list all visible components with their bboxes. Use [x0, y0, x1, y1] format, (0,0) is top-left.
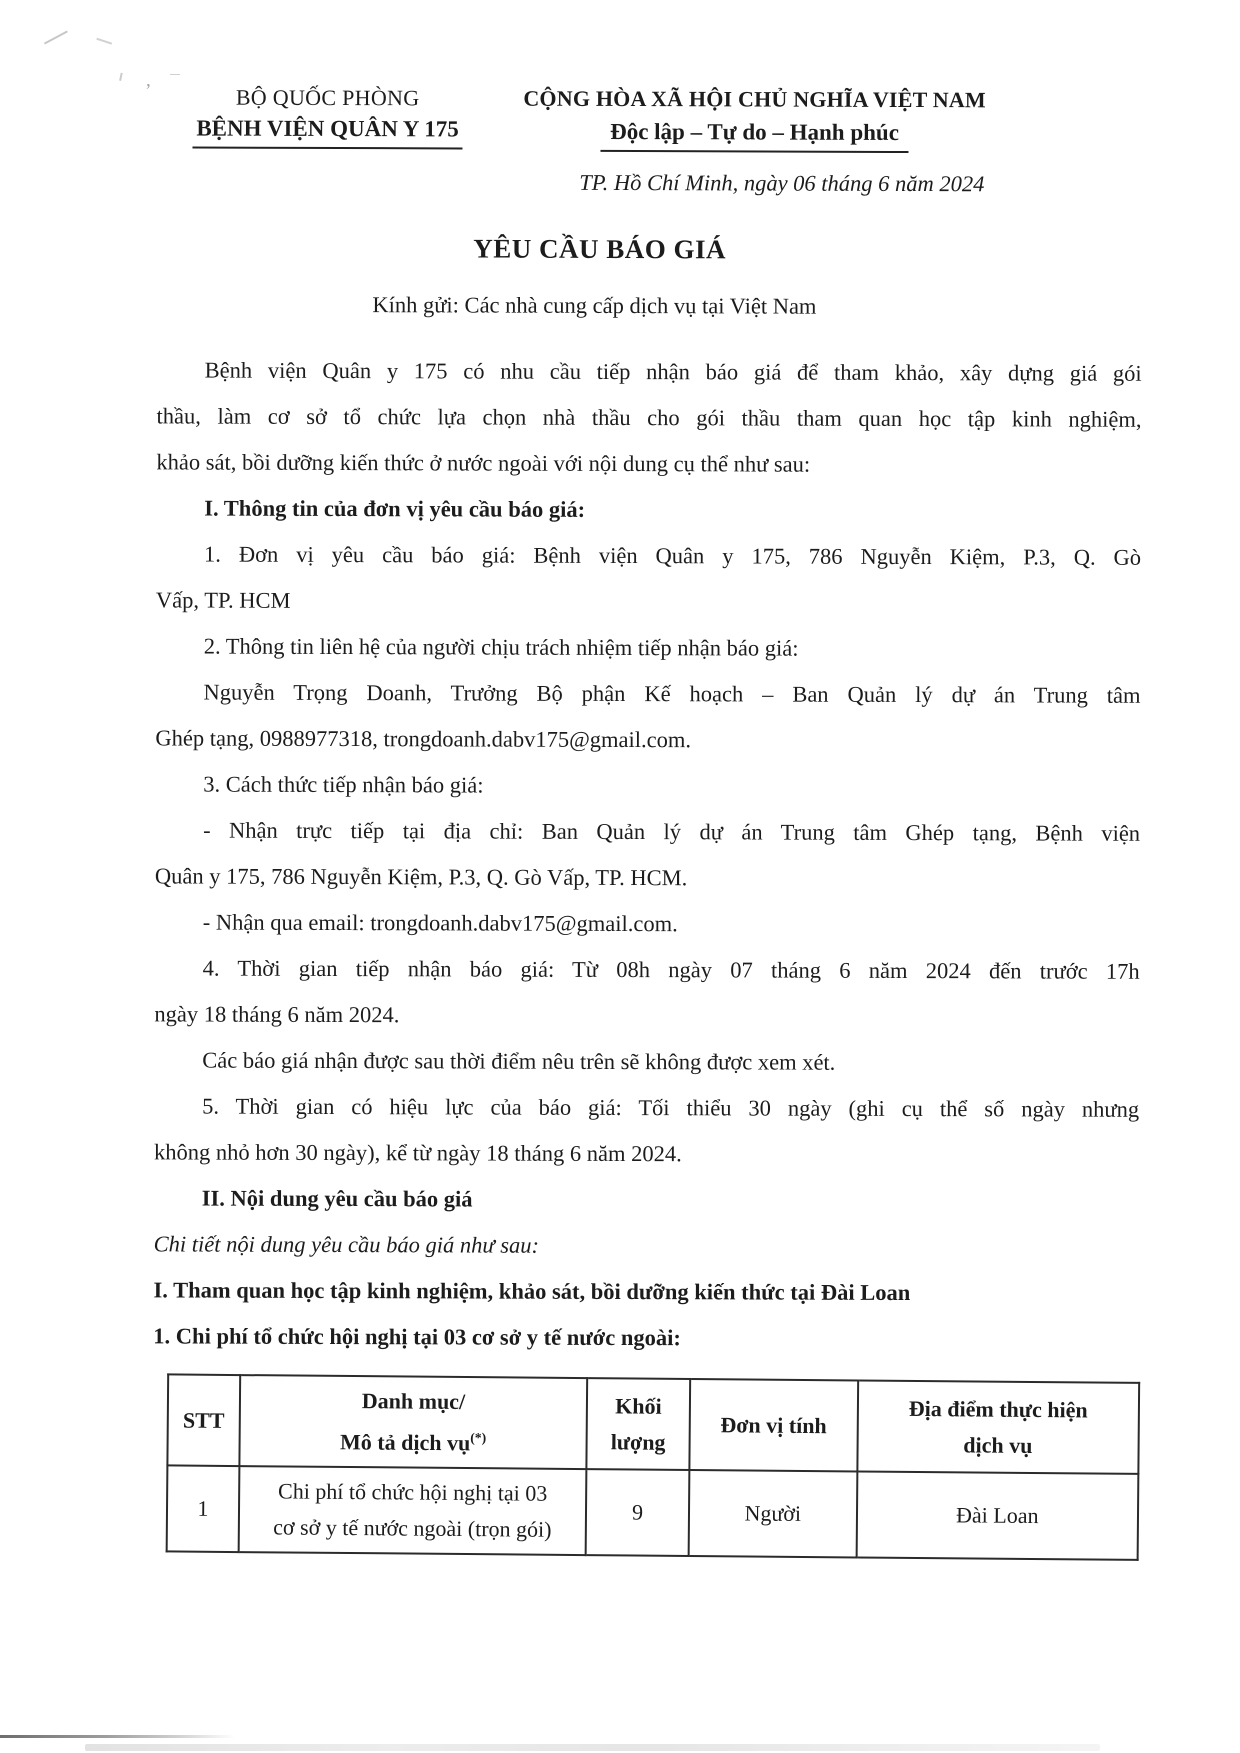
cell-category: Chi phí tổ chức hội nghị tại 03 cơ sở y tế nước ngoài (trọn gói)	[239, 1466, 587, 1555]
body-line: 4. Thời gian tiếp nhận báo giá: Từ 08h ngày 07 tháng 6 năm 2024 đến trước 17h	[202, 955, 1140, 984]
national-header-block	[514, 86, 994, 198]
national-title: CỘNG HÒA XÃ HỘI CHỦ NGHĨA VIỆT NAM	[523, 85, 986, 113]
letterhead	[157, 84, 1142, 197]
section-heading: I. Thông tin của đơn vị yêu cầu báo giá:	[204, 495, 586, 522]
table-header-row	[167, 1374, 1139, 1474]
issuing-org-block	[177, 84, 477, 195]
body-line: 1. Đơn vị yêu cầu báo giá: Bệnh viện Quân y 175, 786 Nguyễn Kiệm, P.3, Q. Gò	[204, 541, 1142, 570]
col-header-unit: Đơn vị tính	[689, 1379, 857, 1472]
body-line: ngày 18 tháng 6 năm 2024.	[154, 1001, 400, 1028]
body-line: - Nhận qua email: trongdoanh.dabv175@gmail.com.	[202, 909, 678, 937]
body-line: 3. Cách thức tiếp nhận báo giá:	[203, 771, 484, 798]
col-header-category: Danh mục/ Mô tả dịch vụ(*)	[239, 1375, 587, 1469]
cell-stt: 1	[167, 1466, 240, 1553]
body-line: khảo sát, bồi dưỡng kiến thức ở nước ngoài với nội dung cụ thể như sau:	[156, 449, 811, 477]
col-header-quantity: Khối lượng	[586, 1378, 690, 1470]
salutation: Kính gửi: Các nhà cung cấp dịch vụ tại Việt Nam	[372, 292, 817, 319]
body-line: Quân y 175, 786 Nguyễn Kiệm, P.3, Q. Gò Vấp, TP. HCM.	[154, 863, 688, 891]
col-header-location: Địa điểm thực hiện dịch vụ	[857, 1380, 1139, 1474]
document-body	[153, 347, 1142, 1362]
body-line: không nhỏ hơn 30 ngày), kể từ ngày 18 tháng 6 năm 2024.	[153, 1139, 682, 1167]
section-heading: 1. Chi phí tổ chức hội nghị tại 03 cơ sở y tế nước ngoài:	[153, 1323, 681, 1351]
quotation-table	[166, 1373, 1141, 1561]
body-line: Các báo giá nhận được sau thời điểm nêu trên sẽ không được xem xét.	[202, 1047, 836, 1075]
document-title: YÊU CẦU BÁO GIÁ	[473, 233, 727, 265]
body-line: 5. Thời gian có hiệu lực của báo giá: Tối thiểu 30 ngày (ghi cụ thể số ngày nhưng	[202, 1093, 1140, 1122]
section-heading: I. Tham quan học tập kinh nghiệm, khảo sát, bồi dưỡng kiến thức tại Đài Loan	[153, 1277, 911, 1306]
body-line: Nguyễn Trọng Doanh, Trưởng Bộ phận Kế hoạch – Ban Quản lý dự án Trung tâm	[203, 679, 1141, 708]
body-line: Chi tiết nội dung yêu cầu báo giá như sau:	[153, 1231, 540, 1258]
place-and-date: TP. Hồ Chí Minh, ngày 06 tháng 6 năm 2024	[579, 169, 985, 197]
section-heading: II. Nội dung yêu cầu báo giá	[201, 1185, 473, 1212]
table-row	[167, 1466, 1139, 1560]
scan-artifact	[0, 1735, 235, 1738]
org-name	[177, 115, 477, 149]
national-motto-underlined: Độc lập – Tự do – Hạnh phúc	[600, 119, 909, 153]
body-line: 2. Thông tin liên hệ của người chịu trách nhiệm tiếp nhận báo giá:	[203, 633, 799, 661]
parent-org-name: BỘ QUỐC PHÒNG	[235, 84, 420, 111]
body-line: Bệnh viện Quân y 175 có nhu cầu tiếp nhận báo giá để tham khảo, xây dựng giá gói	[204, 357, 1142, 386]
body-line: Ghép tạng, 0988977318, trongdoanh.dabv175@gmail.com.	[155, 725, 692, 753]
footnote-marker: (*)	[470, 1430, 487, 1446]
body-line: - Nhận trực tiếp tại địa chỉ: Ban Quản lý dự án Trung tâm Ghép tạng, Bệnh viện	[203, 817, 1141, 846]
col-header-stt: STT	[167, 1374, 240, 1466]
org-name-underlined: BỆNH VIỆN QUÂN Y 175	[192, 116, 463, 150]
cell-unit: Người	[689, 1470, 857, 1557]
body-line: thầu, làm cơ sở tổ chức lựa chọn nhà thầu cho gói thầu tham quan học tập kinh nghiệm,	[156, 403, 1142, 432]
scan-artifact: ,	[146, 70, 151, 91]
scan-artifact	[85, 1744, 1100, 1751]
national-motto	[514, 119, 994, 154]
body-line: Vấp, TP. HCM	[155, 587, 291, 613]
cell-location: Đài Loan	[856, 1472, 1138, 1560]
cell-quantity: 9	[586, 1469, 690, 1556]
